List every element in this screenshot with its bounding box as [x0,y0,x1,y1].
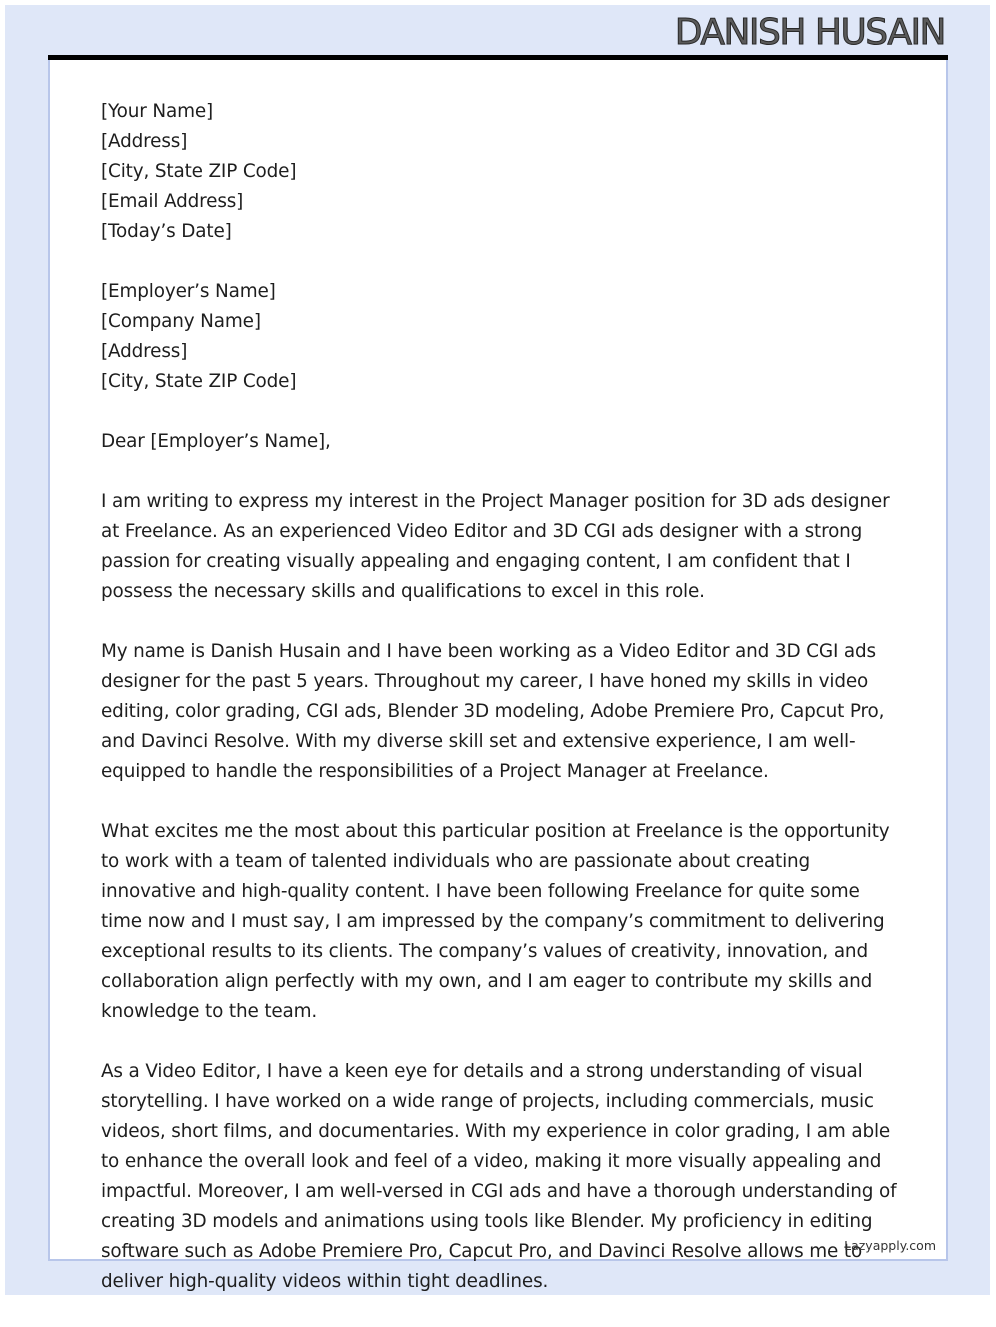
sender-email: [Email Address] [101,191,244,212]
paragraph-skills: As a Video Editor, I have a keen eye for details and a strong understanding of visual storytelling. I have worked on a wide range of projects, including commercials, music videos, short films, and documentaries. With my experience in color grading, I am able to enhance the overall look and feel of a video, making it more visually appealing and impactful. Moreover, I am well-versed in CGI ads and have a thorough understanding of creating 3D models and animations using tools like Blender. My proficiency in editing software such as Adobe Premiere Pro, Capcut Pro, and Davinci Resolve allows me to deliver high-quality videos within tight deadlines. [101,1061,897,1292]
paragraph-experience: My name is Danish Husain and I have been working as a Video Editor and 3D CGI ads designer for the past 5 years. Throughout my career, I have honed my skills in video editing, color grading, CGI ads, Blender 3D modeling, Adobe Premiere Pro, Capcut Pro, and Davinci Resolve. With my diverse skill set and extensive experience, I am well-equipped to handle the responsibilities of a Project Manager at Freelance. [101,641,885,782]
header-name: DANISH HUSAIN [674,12,945,53]
salutation: Dear [Employer’s Name], [101,431,331,452]
paragraph-intro: I am writing to express my interest in the Project Manager position for 3D ads designer at Freelance. As an experienced Video Editor and 3D CGI ads designer with a strong passion for creating visually appealing and engaging content, I am confident that I possess the necessary skills and qualifications to excel in this role. [101,491,890,602]
letter-page [48,60,948,1292]
paragraph-company-fit: What excites me the most about this particular position at Freelance is the opportunity to work with a team of talented individuals who are passionate about creating innovative and high-quality content. I have been following Freelance for quite some time now and I must say, I am impressed by the company’s commitment to delivering exceptional results to its clients. The company’s values of creativity, innovation, and collaboration align perfectly with my own, and I am eager to contribute my skills and knowledge to the team. [101,821,890,1022]
cover-letter-body [101,97,901,1327]
sender-name: [Your Name] [101,101,214,122]
letter-date: [Today’s Date] [101,221,232,242]
watermark: Lazyapply.com [844,1238,936,1253]
recipient-city: [City, State ZIP Code] [101,371,297,392]
sender-city: [City, State ZIP Code] [101,161,297,182]
recipient-name: [Employer’s Name] [101,281,276,302]
sender-address: [Address] [101,131,188,152]
recipient-company: [Company Name] [101,311,261,332]
recipient-address: [Address] [101,341,188,362]
